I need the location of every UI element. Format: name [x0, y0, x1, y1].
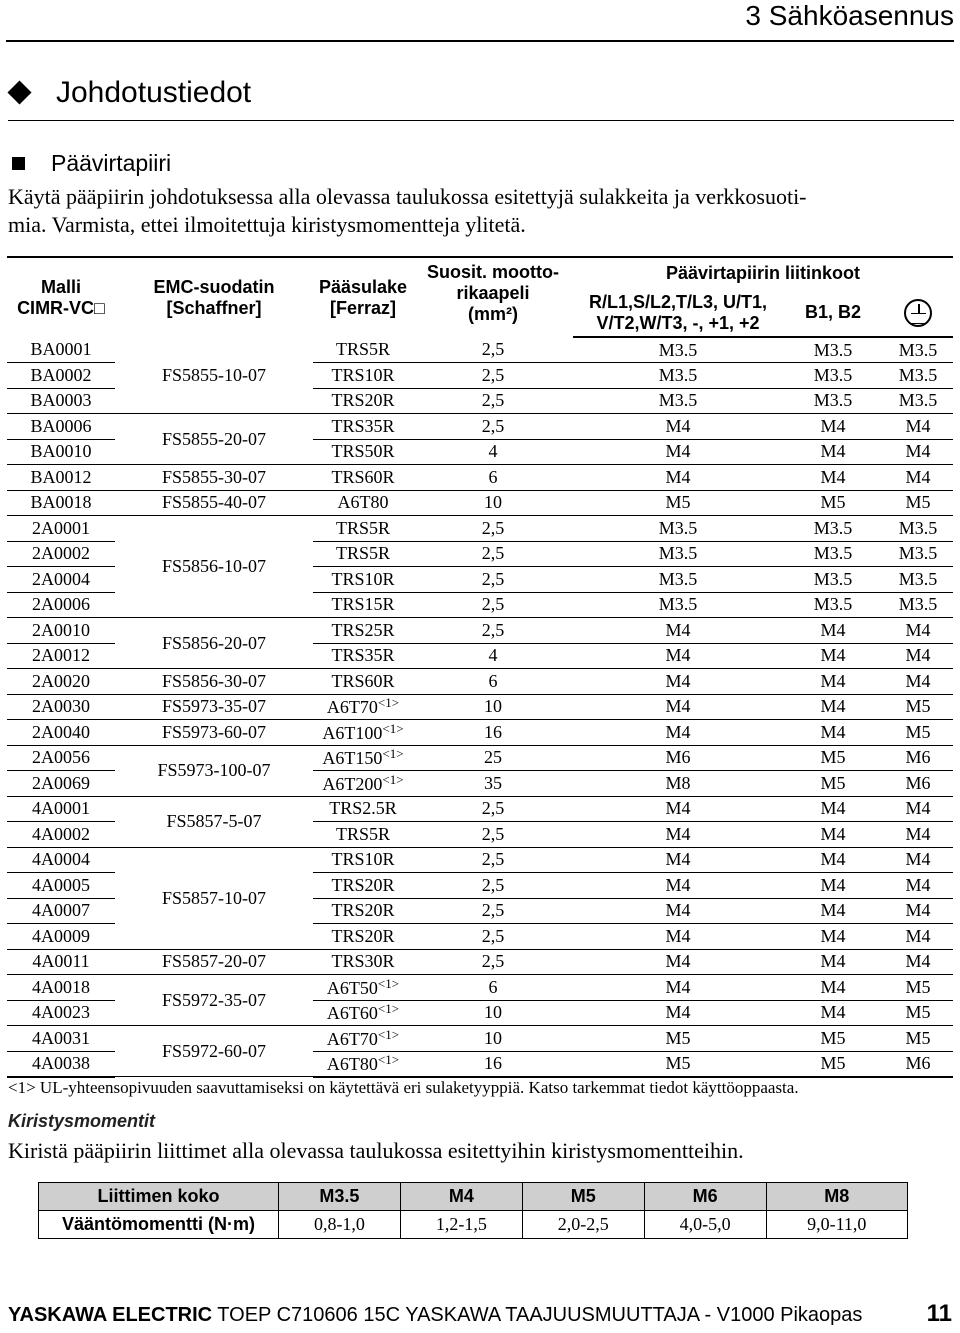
cable-cell: 4 — [413, 439, 573, 465]
header-ground — [883, 289, 953, 337]
main-terminal-cell: M4 — [573, 949, 783, 975]
table-row — [7, 1026, 953, 1052]
cable-cell: 16 — [413, 1051, 573, 1077]
b1b2-cell: M4 — [783, 949, 883, 975]
ground-cell: M5 — [883, 490, 953, 516]
fuse-value: TRS35R — [331, 645, 395, 666]
chapter-title: 3 Sähköasennus — [745, 0, 954, 31]
fuse-value: TRS20R — [331, 390, 395, 411]
fuse-value: A6T100 — [322, 722, 383, 743]
b1b2-cell: M5 — [783, 1026, 883, 1052]
diamond-bullet-icon — [8, 81, 32, 105]
ground-cell: M6 — [883, 771, 953, 797]
model-cell: 2A0010 — [7, 618, 115, 644]
section-title: Johdotustiedot — [56, 76, 252, 109]
header-model — [7, 257, 115, 337]
main-terminal-cell: M4 — [573, 618, 783, 644]
cable-cell: 6 — [413, 975, 573, 1001]
b1b2-cell: M4 — [783, 643, 883, 669]
ground-cell: M4 — [883, 669, 953, 695]
fuse-value: TRS60R — [331, 466, 395, 487]
table-row — [7, 847, 953, 873]
header-emc-filter — [115, 257, 313, 337]
cable-cell: 2,5 — [413, 898, 573, 924]
fuse-cell — [313, 465, 413, 491]
fuse-cell — [313, 898, 413, 924]
torque-cell: 4,0-5,0 — [644, 1211, 766, 1239]
table-row — [7, 796, 953, 822]
wiring-table — [7, 256, 953, 1078]
table-row — [7, 618, 953, 644]
b1b2-cell: M4 — [783, 822, 883, 848]
table-row — [7, 516, 953, 542]
ground-cell: M3.5 — [883, 516, 953, 542]
torque-size-row — [39, 1183, 908, 1211]
fuse-value: A6T150 — [322, 748, 383, 769]
fuse-cell — [313, 592, 413, 618]
b1b2-cell: M3.5 — [783, 363, 883, 389]
cable-cell: 2,5 — [413, 949, 573, 975]
filter-cell: FS5855-20-07 — [115, 414, 313, 465]
b1b2-cell: M5 — [783, 1051, 883, 1077]
square-bullet-icon — [12, 157, 25, 170]
ground-cell: M4 — [883, 924, 953, 950]
header-b1-b2: B1, B2 — [783, 289, 883, 337]
footnote-marker: <1> — [377, 695, 400, 711]
fuse-value: TRS30R — [331, 951, 395, 972]
table-row — [7, 694, 953, 720]
torque-paragraph: Kiristä pääpiirin liittimet alla olevassa taulukossa esitettyihin kiristysmomentteihin. — [8, 1138, 744, 1163]
size-cell: M5 — [522, 1183, 644, 1211]
fuse-cell — [313, 643, 413, 669]
fuse-value: A6T70 — [326, 697, 378, 718]
b1b2-cell: M4 — [783, 898, 883, 924]
b1b2-cell: M4 — [783, 465, 883, 491]
table-row — [7, 949, 953, 975]
torque-cell: 0,8-1,0 — [279, 1211, 401, 1239]
fuse-value: TRS60R — [331, 670, 395, 691]
main-terminal-cell: M4 — [573, 898, 783, 924]
table-row — [7, 669, 953, 695]
footer-doc: TOEP C710606 15C YASKAWA TAAJUUSMUUTTAJA - V1000 Pikaopas — [212, 1304, 863, 1326]
b1b2-cell: M4 — [783, 847, 883, 873]
fuse-cell — [313, 720, 413, 746]
model-cell: BA0006 — [7, 414, 115, 440]
fuse-cell — [313, 771, 413, 797]
model-cell: 4A0038 — [7, 1051, 115, 1077]
filter-cell: FS5973-35-07 — [115, 694, 313, 720]
main-terminal-cell: M3.5 — [573, 363, 783, 389]
main-terminal-cell: M3.5 — [573, 541, 783, 567]
ground-cell: M4 — [883, 618, 953, 644]
ground-cell: M4 — [883, 796, 953, 822]
filter-cell: FS5855-40-07 — [115, 490, 313, 516]
model-cell: 2A0002 — [7, 541, 115, 567]
model-cell: 4A0031 — [7, 1026, 115, 1052]
table-row — [7, 745, 953, 771]
cable-cell: 2,5 — [413, 567, 573, 593]
ground-cell: M4 — [883, 873, 953, 899]
fuse-cell — [313, 1000, 413, 1026]
chapter-rule — [6, 40, 954, 42]
model-cell: 4A0007 — [7, 898, 115, 924]
cable-cell: 35 — [413, 771, 573, 797]
footer-brand: YASKAWA ELECTRIC — [8, 1304, 213, 1326]
cable-cell: 10 — [413, 1000, 573, 1026]
model-cell: 2A0020 — [7, 669, 115, 695]
main-terminal-cell: M6 — [573, 745, 783, 771]
cable-cell: 2,5 — [413, 337, 573, 363]
section-rule — [8, 120, 954, 121]
filter-cell: FS5855-30-07 — [115, 465, 313, 491]
ground-cell: M5 — [883, 1000, 953, 1026]
table-row — [7, 490, 953, 516]
header-fuse-line: [Ferraz] — [329, 297, 396, 318]
fuse-cell — [313, 1051, 413, 1077]
header-cable-line: Suosit. mootto- — [427, 262, 559, 282]
model-cell: 4A0011 — [7, 949, 115, 975]
ground-cell: M4 — [883, 898, 953, 924]
intro-paragraph — [8, 183, 948, 239]
model-cell: 4A0001 — [7, 796, 115, 822]
cable-cell: 2,5 — [413, 847, 573, 873]
main-terminal-cell: M4 — [573, 975, 783, 1001]
main-terminal-cell: M4 — [573, 643, 783, 669]
header-fuse-line: Pääsulake — [318, 276, 408, 297]
table-row — [7, 975, 953, 1001]
size-cell: M3.5 — [279, 1183, 401, 1211]
torque-cell: 9,0-11,0 — [766, 1211, 907, 1239]
model-cell: 2A0056 — [7, 745, 115, 771]
main-terminal-cell: M4 — [573, 465, 783, 491]
ground-cell: M3.5 — [883, 388, 953, 414]
model-cell: BA0018 — [7, 490, 115, 516]
main-terminal-cell: M5 — [573, 490, 783, 516]
subsection-heading — [8, 150, 171, 177]
fuse-value: TRS10R — [331, 849, 395, 870]
header-motor-cable — [413, 257, 573, 337]
main-terminal-cell: M3.5 — [573, 592, 783, 618]
header-main-fuse — [313, 257, 413, 337]
ground-cell: M4 — [883, 847, 953, 873]
fuse-cell — [313, 541, 413, 567]
ground-cell: M6 — [883, 1051, 953, 1077]
cable-cell: 2,5 — [413, 618, 573, 644]
b1b2-cell: M4 — [783, 924, 883, 950]
main-terminal-cell: M3.5 — [573, 337, 783, 363]
fuse-cell — [313, 873, 413, 899]
main-terminal-cell: M4 — [573, 873, 783, 899]
fuse-value: A6T200 — [322, 773, 383, 794]
footnote-marker: <1> — [382, 720, 404, 736]
footnote-marker: <1> — [382, 771, 404, 787]
header-model-line: CIMR-VC□ — [17, 297, 105, 318]
fuse-cell — [313, 924, 413, 950]
fuse-value: TRS5R — [335, 823, 391, 844]
footnote-marker: <1> — [377, 1001, 400, 1017]
main-terminal-cell: M4 — [573, 694, 783, 720]
fuse-cell — [313, 822, 413, 848]
ground-cell: M5 — [883, 720, 953, 746]
main-terminal-cell: M4 — [573, 720, 783, 746]
ground-cell: M4 — [883, 643, 953, 669]
header-term-line: V/T2,W/T3, -, +1, +2 — [596, 312, 760, 333]
model-cell: 4A0004 — [7, 847, 115, 873]
main-terminal-cell: M4 — [573, 796, 783, 822]
size-cell: M4 — [400, 1183, 522, 1211]
fuse-value: A6T70 — [326, 1028, 378, 1049]
fuse-cell — [313, 337, 413, 363]
table-row — [7, 337, 953, 363]
fuse-value: TRS20R — [331, 925, 395, 946]
fuse-value: TRS20R — [331, 900, 395, 921]
ground-cell: M3.5 — [883, 541, 953, 567]
main-terminal-cell: M4 — [573, 847, 783, 873]
b1b2-cell: M4 — [783, 975, 883, 1001]
ground-cell: M4 — [883, 414, 953, 440]
fuse-value: TRS5R — [335, 517, 391, 538]
main-terminal-cell: M4 — [573, 414, 783, 440]
model-cell: 4A0009 — [7, 924, 115, 950]
header-main-terminals — [573, 289, 783, 337]
fuse-value: A6T80 — [337, 492, 389, 513]
cable-cell: 6 — [413, 669, 573, 695]
model-cell: 2A0006 — [7, 592, 115, 618]
cable-cell: 10 — [413, 1026, 573, 1052]
cable-cell: 2,5 — [413, 873, 573, 899]
torque-value-row — [39, 1211, 908, 1239]
model-cell: BA0010 — [7, 439, 115, 465]
fuse-cell — [313, 745, 413, 771]
ground-cell: M5 — [883, 975, 953, 1001]
b1b2-cell: M4 — [783, 414, 883, 440]
ground-cell: M3.5 — [883, 363, 953, 389]
b1b2-cell: M5 — [783, 771, 883, 797]
cable-cell: 2,5 — [413, 796, 573, 822]
cable-cell: 2,5 — [413, 541, 573, 567]
ground-cell: M4 — [883, 949, 953, 975]
fuse-cell — [313, 618, 413, 644]
fuse-cell — [313, 694, 413, 720]
fuse-value: TRS2.5R — [329, 798, 397, 819]
footnote-marker: <1> — [377, 975, 400, 991]
fuse-value: TRS10R — [331, 568, 395, 589]
b1b2-cell: M4 — [783, 439, 883, 465]
b1b2-cell: M3.5 — [783, 592, 883, 618]
ground-cell: M5 — [883, 1026, 953, 1052]
fuse-value: TRS20R — [331, 874, 395, 895]
cable-cell: 2,5 — [413, 388, 573, 414]
main-terminal-cell: M8 — [573, 771, 783, 797]
header-cable-line: rikaapeli — [456, 283, 530, 303]
main-terminal-cell: M4 — [573, 924, 783, 950]
header-emc-line: EMC-suodatin — [153, 276, 275, 297]
filter-cell: FS5855-10-07 — [115, 337, 313, 414]
b1b2-cell: M3.5 — [783, 541, 883, 567]
model-cell: 2A0040 — [7, 720, 115, 746]
filter-cell: FS5857-5-07 — [115, 796, 313, 847]
filter-cell: FS5973-60-07 — [115, 720, 313, 746]
main-terminal-cell: M3.5 — [573, 388, 783, 414]
ground-icon — [904, 299, 932, 327]
header-emc-line: [Schaffner] — [166, 297, 262, 318]
filter-cell: FS5857-20-07 — [115, 949, 313, 975]
fuse-cell — [313, 567, 413, 593]
model-cell: 2A0004 — [7, 567, 115, 593]
filter-cell: FS5856-20-07 — [115, 618, 313, 669]
main-terminal-cell: M4 — [573, 1000, 783, 1026]
table-row — [7, 414, 953, 440]
fuse-cell — [313, 949, 413, 975]
ground-cell: M3.5 — [883, 337, 953, 363]
cable-cell: 4 — [413, 643, 573, 669]
cable-cell: 2,5 — [413, 592, 573, 618]
fuse-cell — [313, 414, 413, 440]
cable-cell: 2,5 — [413, 924, 573, 950]
main-terminal-cell: M4 — [573, 822, 783, 848]
header-model-line: Malli — [40, 276, 81, 297]
b1b2-cell: M4 — [783, 669, 883, 695]
b1b2-cell: M4 — [783, 720, 883, 746]
fuse-cell — [313, 1026, 413, 1052]
b1b2-cell: M3.5 — [783, 388, 883, 414]
torque-table — [38, 1182, 908, 1239]
ground-cell: M3.5 — [883, 592, 953, 618]
model-cell: 2A0069 — [7, 771, 115, 797]
cable-cell: 6 — [413, 465, 573, 491]
ground-cell: M4 — [883, 465, 953, 491]
model-cell: 4A0023 — [7, 1000, 115, 1026]
footnote: <1> UL-yhteensopivuuden saavuttamiseksi on käytettävä eri sulaketyyppiä. Katso tarkemmat tiedot käyttöoppaasta. — [8, 1078, 799, 1097]
model-cell: 2A0030 — [7, 694, 115, 720]
fuse-value: TRS5R — [335, 339, 391, 359]
b1b2-cell: M4 — [783, 618, 883, 644]
main-terminal-cell: M5 — [573, 1051, 783, 1077]
b1b2-cell: M3.5 — [783, 567, 883, 593]
section-heading — [8, 76, 251, 110]
b1b2-cell: M4 — [783, 1000, 883, 1026]
torque-cell: 2,0-2,5 — [522, 1211, 644, 1239]
ground-cell: M3.5 — [883, 567, 953, 593]
filter-cell: FS5856-10-07 — [115, 516, 313, 618]
main-terminal-cell: M4 — [573, 439, 783, 465]
b1b2-cell: M4 — [783, 873, 883, 899]
model-cell: 4A0018 — [7, 975, 115, 1001]
fuse-value: A6T50 — [326, 977, 378, 998]
model-cell: 2A0012 — [7, 643, 115, 669]
main-terminal-cell: M3.5 — [573, 516, 783, 542]
b1b2-cell: M4 — [783, 694, 883, 720]
torque-label: Vääntömomentti (N·m) — [39, 1211, 279, 1239]
filter-cell: FS5972-60-07 — [115, 1026, 313, 1077]
ground-cell: M4 — [883, 439, 953, 465]
intro-line: mia. Varmista, ettei ilmoitettuja kiristysmomentteja ylitetä. — [8, 212, 526, 237]
main-terminal-cell: M4 — [573, 669, 783, 695]
fuse-cell — [313, 516, 413, 542]
cable-cell: 2,5 — [413, 516, 573, 542]
fuse-cell — [313, 388, 413, 414]
header-term-line: R/L1,S/L2,T/L3, U/T1, — [588, 291, 768, 312]
size-cell: M8 — [766, 1183, 907, 1211]
filter-cell: FS5972-35-07 — [115, 975, 313, 1026]
fuse-cell — [313, 490, 413, 516]
cable-cell: 10 — [413, 490, 573, 516]
fuse-cell — [313, 975, 413, 1001]
model-cell: 4A0005 — [7, 873, 115, 899]
torque-cell: 1,2-1,5 — [400, 1211, 522, 1239]
b1b2-cell: M3.5 — [783, 516, 883, 542]
main-terminal-cell: M5 — [573, 1026, 783, 1052]
footnote-marker: <1> — [377, 1052, 400, 1067]
model-cell: BA0001 — [7, 337, 115, 363]
subsection-title: Päävirtapiiri — [51, 150, 172, 176]
fuse-value: TRS15R — [331, 594, 395, 615]
cable-cell: 2,5 — [413, 414, 573, 440]
cable-cell: 2,5 — [413, 822, 573, 848]
footnote-marker: <1> — [377, 1026, 400, 1042]
fuse-cell — [313, 363, 413, 389]
b1b2-cell: M5 — [783, 490, 883, 516]
ground-cell: M5 — [883, 694, 953, 720]
table-row — [7, 465, 953, 491]
fuse-value: A6T60 — [326, 1003, 378, 1024]
b1b2-cell: M4 — [783, 796, 883, 822]
filter-cell: FS5856-30-07 — [115, 669, 313, 695]
size-label: Liittimen koko — [39, 1183, 279, 1211]
model-cell: BA0012 — [7, 465, 115, 491]
b1b2-cell: M5 — [783, 745, 883, 771]
fuse-cell — [313, 847, 413, 873]
header-cable-line: (mm²) — [468, 304, 518, 324]
footer — [8, 1304, 862, 1327]
cable-cell: 2,5 — [413, 363, 573, 389]
footnote-marker: <1> — [382, 746, 404, 762]
fuse-value: A6T80 — [326, 1054, 378, 1074]
cable-cell: 10 — [413, 694, 573, 720]
cable-cell: 16 — [413, 720, 573, 746]
fuse-cell — [313, 669, 413, 695]
cable-cell: 25 — [413, 745, 573, 771]
model-cell: 2A0001 — [7, 516, 115, 542]
fuse-value: TRS5R — [335, 543, 391, 564]
model-cell: BA0003 — [7, 388, 115, 414]
model-cell: 4A0002 — [7, 822, 115, 848]
b1b2-cell: M3.5 — [783, 337, 883, 363]
model-cell: BA0002 — [7, 363, 115, 389]
fuse-value: TRS50R — [331, 441, 395, 462]
fuse-cell — [313, 796, 413, 822]
table-row — [7, 720, 953, 746]
fuse-value: TRS10R — [331, 364, 395, 385]
torque-heading: Kiristysmomentit — [8, 1111, 156, 1131]
ground-cell: M6 — [883, 745, 953, 771]
header-terminal-sizes: Päävirtapiirin liitinkoot — [665, 263, 861, 283]
intro-line: Käytä pääpiirin johdotuksessa alla olevassa taulukossa esitettyjä sulakkeita ja verkkosuoti- — [8, 184, 807, 209]
filter-cell: FS5973-100-07 — [115, 745, 313, 796]
fuse-cell — [313, 439, 413, 465]
main-terminal-cell: M3.5 — [573, 567, 783, 593]
fuse-value: TRS25R — [331, 619, 395, 640]
ground-cell: M4 — [883, 822, 953, 848]
fuse-value: TRS35R — [331, 415, 395, 436]
filter-cell: FS5857-10-07 — [115, 847, 313, 949]
page-number: 11 — [926, 1300, 952, 1327]
size-cell: M6 — [644, 1183, 766, 1211]
